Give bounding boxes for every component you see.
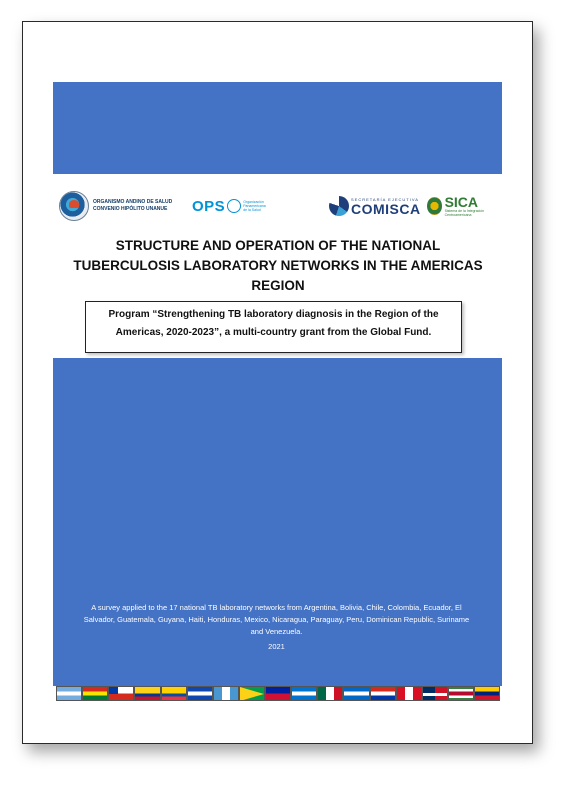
andino-name-line2: CONVENIO HIPÓLITO UNANUE: [93, 206, 168, 212]
comisca-wordmark: COMISCA: [351, 200, 421, 217]
country-flags-strip: [56, 686, 500, 701]
andino-name-line1: ORGANISMO ANDINO DE SALUD: [93, 199, 173, 205]
flag-haiti-icon: [265, 686, 291, 701]
flag-argentina-icon: [56, 686, 82, 701]
survey-description: A survey applied to the 17 national TB laboratory networks from Argentina, Bolivia, Chile, Colombia, Ecuador, El Salvador, Guatemala, Guyana, Haiti, Honduras, Mexico, Nicaragua, Paraguay, Peru, Dominican Republic, Suriname and Venezuela.: [83, 603, 470, 636]
flag-ecuador-icon: [161, 686, 187, 701]
flag-el-salvador-icon: [187, 686, 213, 701]
andino-health-logo: [59, 188, 172, 224]
flag-suriname-icon: [448, 686, 474, 701]
comisca-logo: [329, 188, 421, 224]
flag-peru-icon: [396, 686, 422, 701]
report-cover-page: [22, 21, 533, 744]
sica-badge-icon: [427, 197, 442, 215]
partner-logos: [59, 188, 499, 224]
who-emblem-icon: [227, 199, 241, 213]
flag-mexico-icon: [317, 686, 343, 701]
sica-wordmark: SICA: [444, 194, 479, 210]
ops-subtitle: Organización Panamericana de la Salud: [243, 200, 266, 212]
comisca-swirl-icon: [329, 196, 349, 216]
sica-subtitle: Sistema de la Integración Centroamericana: [444, 209, 485, 217]
flag-guatemala-icon: [213, 686, 239, 701]
flag-bolivia-icon: [82, 686, 108, 701]
flag-nicaragua-icon: [343, 686, 369, 701]
program-subtitle: Program “Strengthening TB laboratory diagnosis in the Region of the Americas, 2020-2023”, a multi-country grant from the Global Fund.: [108, 309, 439, 338]
comisca-subtitle: SECRETARÍA EJECUTIVA: [351, 196, 419, 202]
flag-guyana-icon: [239, 686, 265, 701]
publication-year: 2021: [268, 642, 285, 651]
sica-logo: [427, 188, 499, 224]
flag-venezuela-icon: [474, 686, 500, 701]
ops-wordmark: OPS: [192, 197, 226, 215]
ops-logo: [192, 188, 267, 224]
header-color-band: [53, 82, 502, 174]
flag-chile-icon: [108, 686, 134, 701]
flag-paraguay-icon: [370, 686, 396, 701]
flag-colombia-icon: [134, 686, 160, 701]
flag-honduras-icon: [291, 686, 317, 701]
andino-seal-icon: [59, 191, 89, 221]
program-box: [85, 301, 462, 353]
document-title: STRUCTURE AND OPERATION OF THE NATIONAL TUBERCULOSIS LABORATORY NETWORKS IN THE AMERICAS REGION: [73, 238, 483, 293]
flag-dominican-republic-icon: [422, 686, 448, 701]
